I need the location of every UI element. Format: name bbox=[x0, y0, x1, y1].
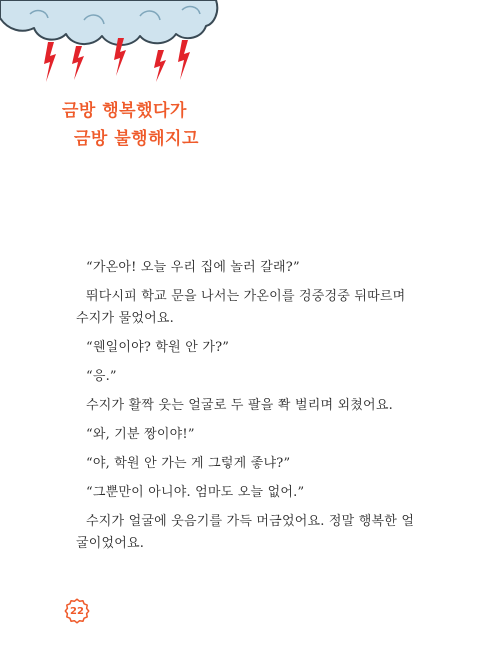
chapter-title-line-1: 금방 행복했다가 bbox=[62, 101, 187, 121]
paragraph: “가온아! 오늘 우리 집에 놀러 갈래?” bbox=[86, 260, 300, 275]
paragraph: “그뿐만이 아니야. 엄마도 오늘 없어.” bbox=[86, 485, 305, 500]
paragraph: “와, 기분 짱이야!” bbox=[86, 427, 195, 442]
paragraph: 뛰다시피 학교 문을 나서는 가온이를 겅중겅중 뒤따르며 수지가 물었어요. bbox=[76, 289, 406, 326]
storm-cloud-icon bbox=[0, 0, 240, 95]
paragraph: 수지가 활짝 웃는 얼굴로 두 팔을 쫙 벌리며 외쳤어요. bbox=[86, 398, 393, 413]
chapter-title bbox=[62, 97, 199, 153]
lightning-bolt-icon bbox=[44, 38, 190, 82]
storm-cloud-illustration bbox=[0, 0, 240, 95]
story-body bbox=[76, 257, 416, 562]
paragraph: “응.” bbox=[86, 369, 117, 384]
paragraph: 수지가 얼굴에 웃음기를 가득 머금었어요. 정말 행복한 얼굴이었어요. bbox=[76, 514, 415, 551]
paragraph: “웬일이야? 학원 안 가?” bbox=[86, 340, 230, 355]
page-number-badge bbox=[63, 597, 91, 625]
page-number: 22 bbox=[70, 605, 84, 617]
chapter-title-line-2: 금방 불행해지고 bbox=[74, 129, 199, 149]
paragraph: “야, 학원 안 가는 게 그렇게 좋냐?” bbox=[86, 456, 291, 471]
